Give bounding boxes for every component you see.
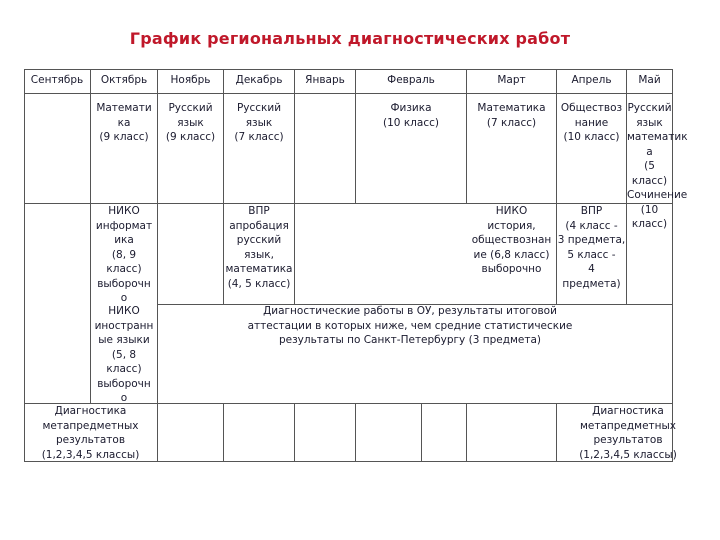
- header-month-december: Декабрь: [235, 74, 283, 86]
- cell-december-vpr-approbation: ВПР апробация русский язык, математика (4, 5 класс): [225, 205, 293, 290]
- header-month-september: Сентябрь: [30, 74, 84, 86]
- cell-november-russian-9: Русский язык (9 класс): [165, 102, 216, 143]
- header-month-february: Февраль: [387, 74, 435, 86]
- header-month-march: Март: [497, 74, 526, 86]
- cell-diagnostic-works-below-average: Диагностические работы в ОУ, результаты итоговой аттестации в которых ниже, чем средние статистические результаты по Санкт-Петербургу (3 предмета): [247, 305, 573, 346]
- header-month-april: Апрель: [571, 74, 612, 86]
- header-month-october: Октябрь: [100, 74, 148, 86]
- cell-metasubject-diagnostics-autumn: Диагностика метапредметных результатов (1,2,3,4,5 классы): [41, 405, 140, 461]
- cell-metasubject-diagnostics-spring: Диагностика метапредметных результатов (1,2,3,4,5 классы): [579, 405, 677, 461]
- cell-may-russian-math: Русский язык математик а (5 класс) Сочинение (10 класс): [627, 102, 688, 230]
- header-month-november: Ноябрь: [170, 74, 211, 86]
- cell-october-math-9: Математи ка (9 класс): [96, 102, 152, 143]
- cell-march-niko-history: НИКО история, обществознан ие (6,8 класс) выборочно: [471, 205, 552, 275]
- cell-march-math-7: Математика (7 класс): [477, 102, 546, 129]
- header-month-january: Январь: [305, 74, 345, 86]
- cell-april-social-10: Обществоз нание (10 класс): [560, 102, 623, 143]
- page-title: График региональных диагностических работ: [129, 29, 571, 48]
- header-month-may: Май: [638, 74, 661, 86]
- cell-october-niko-informatics: НИКО информат ика (8, 9 класс) выборочн о: [95, 205, 153, 304]
- cell-december-russian-7: Русский язык (7 класс): [234, 102, 284, 143]
- cell-april-vpr: ВПР (4 класс - 3 предмета, 5 класс - 4 предмета): [557, 205, 626, 290]
- cell-october-niko-foreign-languages: НИКО иностранн ые языки (5, 8 класс) выборочн о: [94, 305, 154, 404]
- cell-february-physics-10: Физика (10 класс): [383, 102, 439, 129]
